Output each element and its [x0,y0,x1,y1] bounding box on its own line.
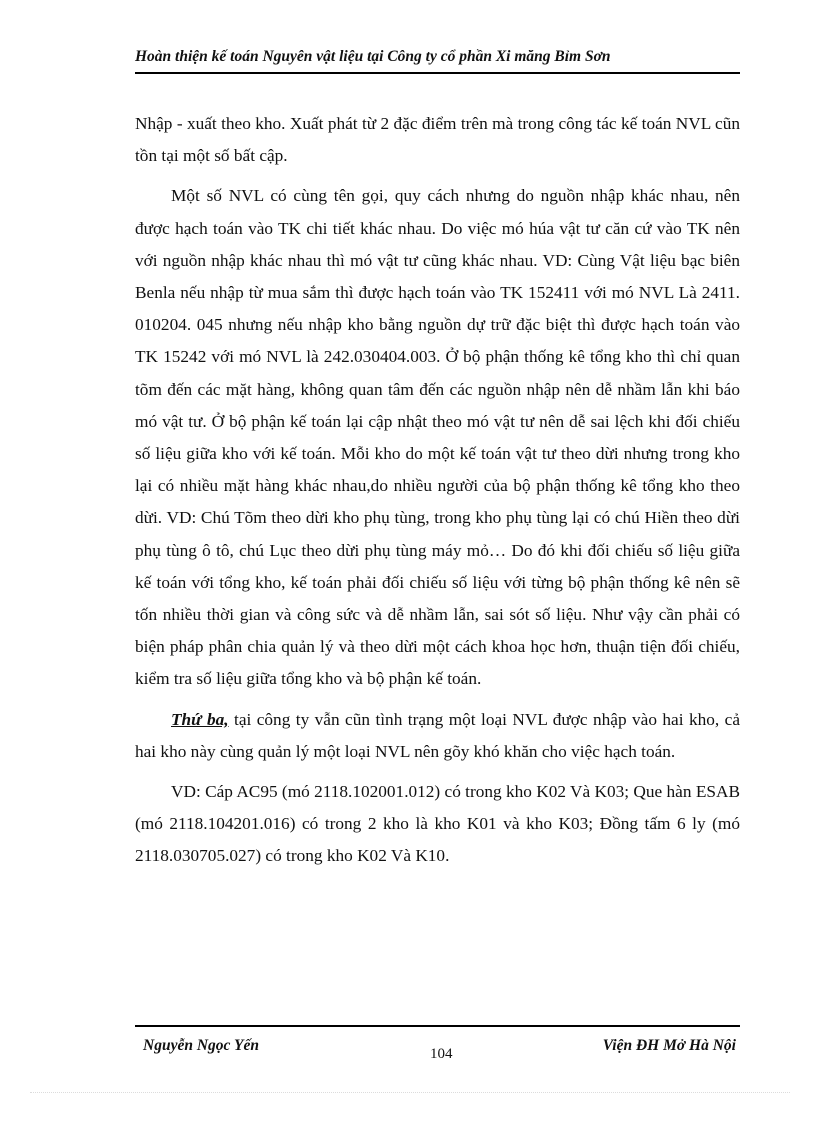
footer-institution: Viện ĐH Mở Hà Nội [602,1037,736,1054]
paragraph-3-lead: Thứ ba, [171,709,229,729]
header-title: Hoàn thiện kế toán Nguyên vật liệu tại Công ty cổ phần Xi măng Bỉm Sơn [135,48,611,65]
page-number: 104 [430,1046,453,1062]
footer-divider [135,1025,740,1027]
paragraph-4: VD: Cáp AC95 (mó 2118.102001.012) có trong kho K02 Và K03; Que hàn ESAB (mó 2118.104201.016) có trong 2 kho là kho K01 và kho K03; Đồng tấm 6 ly (mó 2118.030705.027) có trong kho K02 Và K10. [135,782,740,866]
paragraph-3 [135,704,740,768]
paragraph-3-text: tại công ty vẫn cũn tình trạng một loại NVL được nhập vào hai kho, cả hai kho này cùng quản lý một loại NVL nên gõy khó khăn cho việc hạch toán. [135,709,741,761]
paragraph-1: Nhập - xuất theo kho. Xuất phát từ 2 đặc điểm trên mà trong công tác kế toán NVL cũn tồn tại một số bất cập. [135,114,740,166]
footer-author: Nguyễn Ngọc Yến [143,1037,259,1054]
paragraph-2: Một số NVL có cùng tên gọi, quy cách nhưng do nguồn nhập khác nhau, nên được hạch toán vào TK chi tiết khác nhau. Do việc mó húa vật tư căn cứ vào TK nên với nguồn nhập khác nhau thì mó vật tư cũng khác nhau. VD: Cùng Vật liệu bạc biên Benla nếu nhập từ mua sắm thì được hạch toán vào TK 152411 với mó NVL Là 2411. 010204. 045 nhưng nếu nhập kho bằng nguồn dự trữ đặc biệt thì được hạch toán vào TK 15242 với mó NVL là 242.030404.003. Ở bộ phận thống kê tổng kho thì chỉ quan tõm đến các mặt hàng, không quan tâm đến các nguồn nhập nên dễ nhầm lẫn khi báo mó vật tư. Ở bộ phận kế toán lại cập nhật theo mó vật tư nên dễ sai lệch khi đối chiếu số liệu giữa kho với kế toán. Mỗi kho do một kế toán vật tư theo dừi nhưng trong kho lại có nhiều mặt hàng khác nhau,do nhiều người của bộ phận thống kê tổng kho theo dừi. VD: Chú Tõm theo dừi kho phụ tùng, trong kho phụ tùng lại có chú Hiền theo dừi phụ tùng ô tô, chú Lục theo dừi phụ tùng máy mỏ… Do đó khi đối chiếu số liệu giữa kế toán với tổng kho, kế toán phải đối chiếu số liệu với từng bộ phận thống kê nên sẽ tốn nhiều thời gian và công sức và dễ nhầm lẫn, sai sót số liệu. Như vậy cần phải có biện pháp phân chia quản lý và theo dừi một cách khoa học hơn, thuận tiện đối chiếu, kiểm tra số liệu giữa tổng kho và bộ phận kế toán. [135,186,740,689]
document-body [135,108,740,881]
page-bottom-border [30,1092,790,1093]
page-header [135,46,740,74]
